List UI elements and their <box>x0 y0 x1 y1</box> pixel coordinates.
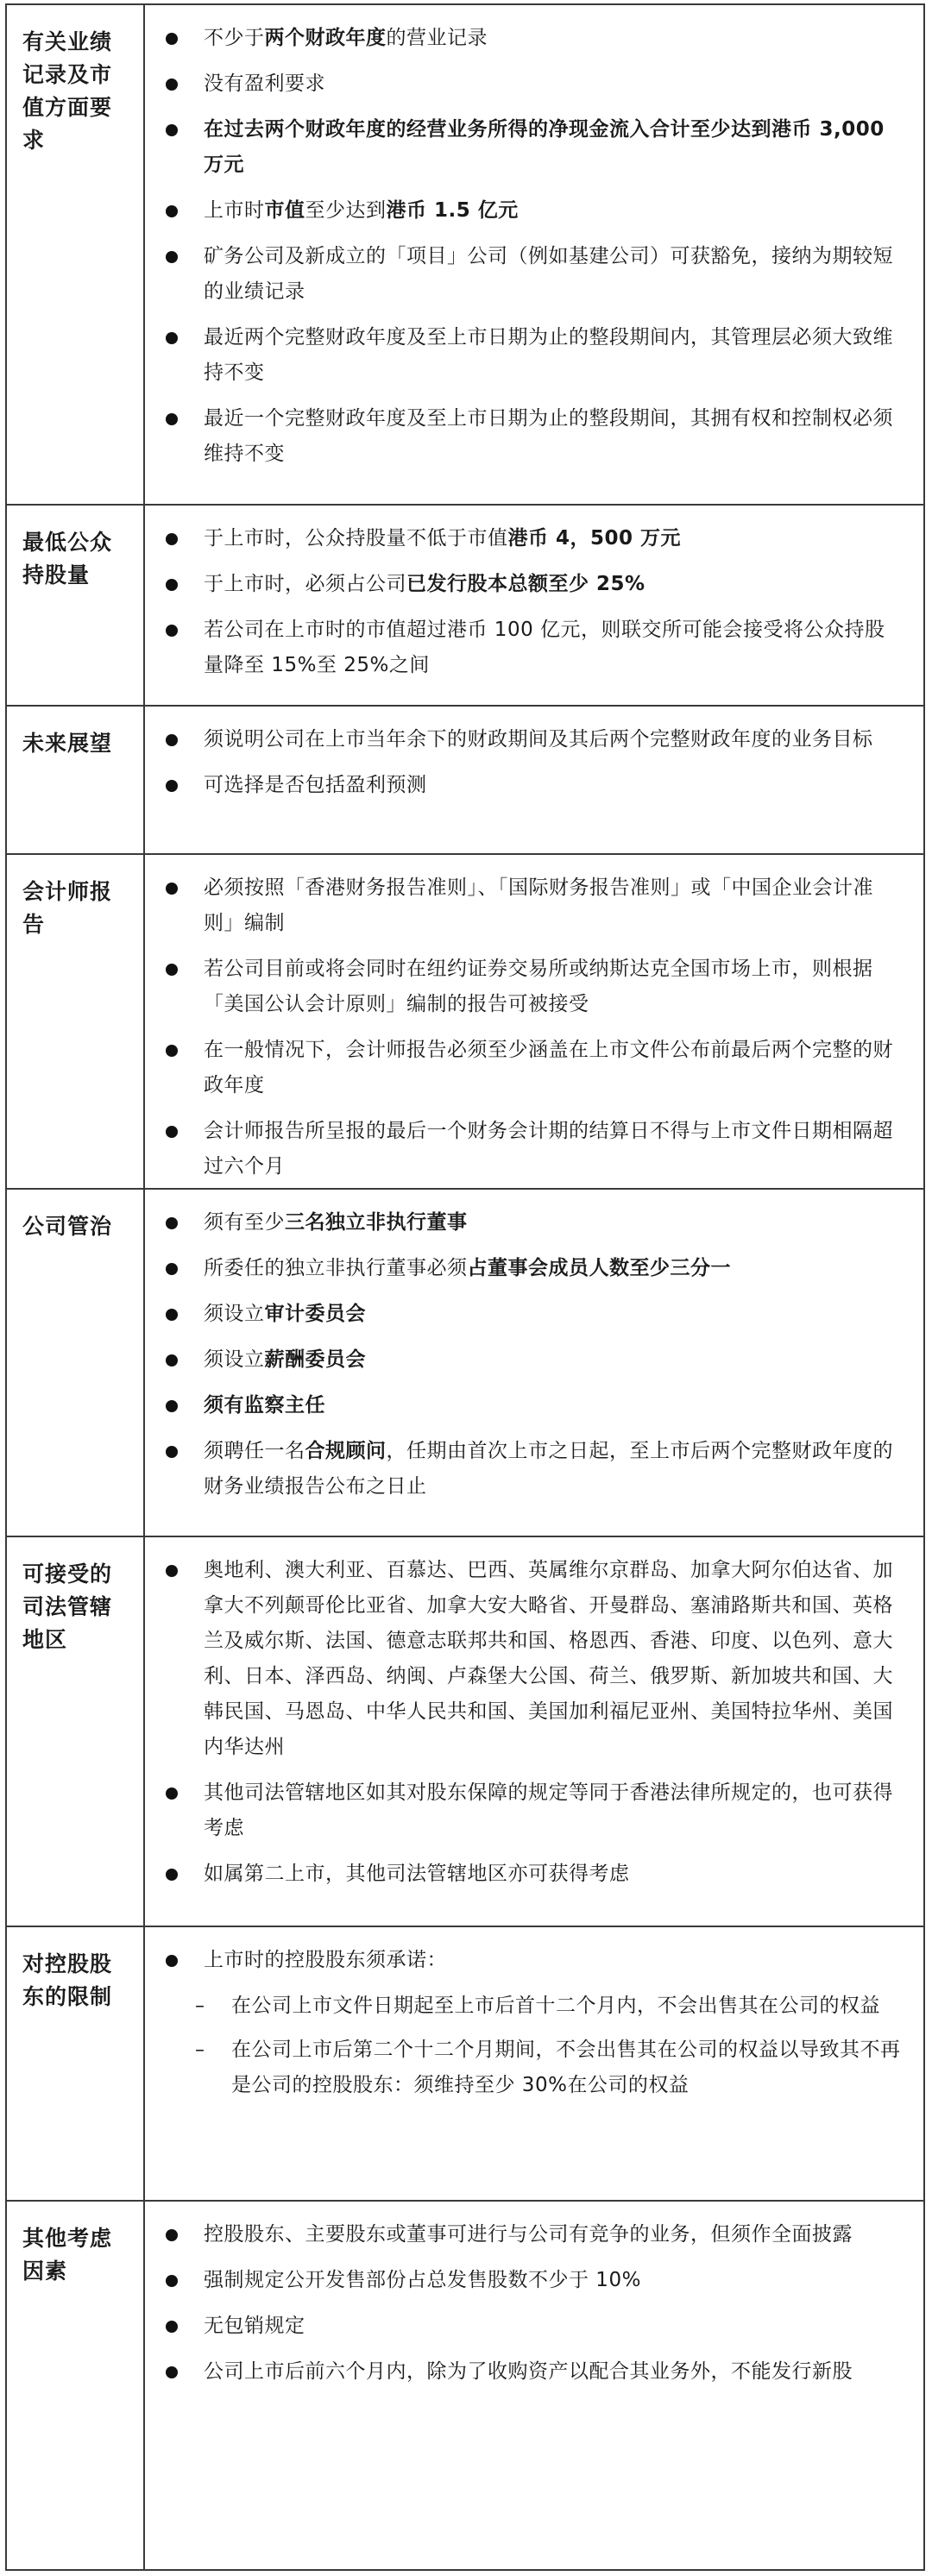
list-item <box>154 1114 901 1184</box>
text-span: 在一般情况下，会计师报告必须至少涵盖在上市文件公布前最后两个完整的财政年度 <box>204 1039 893 1096</box>
bullet-icon <box>166 883 178 895</box>
text-span: 上市时 <box>204 199 265 222</box>
list-item <box>154 1775 901 1846</box>
text-span: 最近一个完整财政年度及至上市日期为止的整段期间，其拥有权和控制权必须维持不变 <box>204 407 893 465</box>
bullet-icon <box>166 332 178 344</box>
listing-requirements-table <box>5 3 925 2571</box>
row-content <box>145 2202 923 2569</box>
text-span: 须设立 <box>204 1348 265 1371</box>
list-item <box>154 239 901 310</box>
bullet-icon <box>166 2366 178 2378</box>
bullet-icon <box>166 1565 178 1577</box>
list-item <box>154 1857 901 1892</box>
list-item-text <box>204 320 901 391</box>
bullet-icon <box>166 1354 178 1367</box>
list-item-text <box>204 1434 901 1505</box>
list-item-text <box>204 521 681 556</box>
list-item-text <box>204 613 901 683</box>
text-span: 至少达到 <box>305 199 387 222</box>
list-item <box>154 66 901 102</box>
list-item <box>154 21 901 56</box>
row-content <box>145 707 923 853</box>
bullet-icon <box>166 780 178 792</box>
row-label: 会计师报告 <box>7 855 145 1188</box>
list-item-text <box>204 2354 853 2390</box>
list-item-text <box>204 722 873 757</box>
list-item-text <box>204 1114 901 1184</box>
table-row <box>7 707 923 855</box>
list-item-text <box>204 1553 901 1765</box>
list-item <box>154 1251 901 1286</box>
row-content <box>145 506 923 705</box>
list-item <box>154 613 901 683</box>
text-span: 如属第二上市，其他司法管辖地区亦可获得考虑 <box>204 1863 630 1885</box>
text-span: 于上市时，必须占公司 <box>204 573 406 595</box>
bullet-icon <box>166 124 178 136</box>
list-item <box>154 1033 901 1103</box>
list-item-text <box>204 1342 366 1378</box>
list-item-text <box>204 21 488 56</box>
list-item-text <box>204 1251 731 1286</box>
list-item-text <box>204 1775 901 1846</box>
text-span: 可选择是否包括盈利预测 <box>204 774 427 796</box>
list-item <box>154 1388 901 1423</box>
list-item <box>154 567 901 602</box>
text-span: 须设立 <box>204 1303 265 1325</box>
list-item <box>154 722 901 757</box>
list-item-text <box>204 193 519 229</box>
emphasis-text: 占董事会成员人数至少三分一 <box>467 1257 731 1279</box>
text-span: 无包销规定 <box>204 2315 305 2337</box>
bullet-icon <box>166 1309 178 1321</box>
bullet-icon <box>166 2321 178 2333</box>
bullet-icon <box>166 964 178 976</box>
row-label: 其他考虑因素 <box>7 2202 145 2569</box>
row-label: 有关业绩记录及市值方面要求 <box>7 5 145 504</box>
emphasis-text: 市值 <box>264 199 305 222</box>
table-row <box>7 1190 923 1537</box>
list-item <box>154 1205 901 1241</box>
emphasis-text: 合规顾问 <box>305 1440 387 1462</box>
list-item <box>154 1943 901 1978</box>
table-row <box>7 506 923 707</box>
list-item-text <box>204 66 325 102</box>
row-label: 未来展望 <box>7 707 145 853</box>
text-span: 会计师报告所呈报的最后一个财务会计期的结算日不得与上市文件日期相隔超过六个月 <box>204 1120 893 1178</box>
sub-list-item-text: 在公司上市后第二个十二个月期间，不会出售其在公司的权益以导致其不再是公司的控股股东：须维持至少 30%在公司的权益 <box>231 2039 901 2096</box>
emphasis-text: 港币 4，500 万元 <box>507 527 682 550</box>
dash-marker: – <box>195 2039 205 2061</box>
list-item <box>154 1434 901 1505</box>
list-item-text <box>204 1943 447 1978</box>
row-content <box>145 1537 923 1926</box>
row-content <box>145 1190 923 1536</box>
list-item-text <box>204 1857 630 1892</box>
bullet-icon <box>166 251 178 263</box>
emphasis-text: 三名独立非执行董事 <box>285 1211 468 1234</box>
text-span: ，任期由首次上市之日起，至上市后两个完整财政年度的财务业绩报告公布之日止 <box>204 1440 893 1498</box>
list-item <box>154 952 901 1022</box>
text-span: 必须按照「香港财务报告准则」、「国际财务报告准则」或「中国企业会计准则」编制 <box>204 876 873 934</box>
bullet-icon <box>166 33 178 45</box>
emphasis-text: 两个财政年度 <box>264 27 387 49</box>
table-row <box>7 2202 923 2569</box>
list-item <box>154 1553 901 1765</box>
text-span: 须聘任一名 <box>204 1440 305 1462</box>
text-span: 若公司目前或将会同时在纽约证券交易所或纳斯达克全国市场上市，则根据「美国公认会计原则」编制的报告可被接受 <box>204 958 873 1015</box>
table-row <box>7 1537 923 1927</box>
list-item-text <box>204 112 901 183</box>
text-span: 矿务公司及新成立的「项目」公司（例如基建公司）可获豁免，接纳为期较短的业绩记录 <box>204 245 893 303</box>
list-item <box>154 2217 901 2252</box>
bullet-icon <box>166 2229 178 2241</box>
bullet-icon <box>166 1045 178 1057</box>
row-content <box>145 855 923 1188</box>
table-row <box>7 855 923 1190</box>
bullet-icon <box>166 734 178 746</box>
bullet-icon <box>166 1787 178 1800</box>
list-item <box>154 112 901 183</box>
sub-list-item-text: 在公司上市文件日期起至上市后首十二个月内，不会出售其在公司的权益 <box>231 1995 880 2017</box>
text-span: 没有盈利要求 <box>204 72 325 95</box>
text-span: 奥地利、澳大利亚、百慕达、巴西、英属维尔京群岛、加拿大阿尔伯达省、加拿大不列颠哥伦比亚省、加拿大安大略省、开曼群岛、塞浦路斯共和国、英格兰及威尔斯、法国、德意志联邦共和国、格恩西、香港、印度、以色列、意大利、日本、泽西岛、纳闽、卢森堡大公国、荷兰、俄罗斯、新加坡共和国、大韩民国、马恩岛、中华人民共和国、美国加利福尼亚州、美国特拉华州、美国内华达州 <box>204 1559 893 1758</box>
text-span: 其他司法管辖地区如其对股东保障的规定等同于香港法律所规定的，也可获得考虑 <box>204 1781 893 1839</box>
bullet-icon <box>166 1400 178 1412</box>
table-row <box>7 5 923 506</box>
list-item-text <box>204 239 901 310</box>
list-item <box>154 521 901 556</box>
text-span: 须说明公司在上市当年余下的财政期间及其后两个完整财政年度的业务目标 <box>204 728 873 751</box>
bullet-icon <box>166 2275 178 2287</box>
bullet-icon <box>166 1126 178 1138</box>
list-item-text <box>204 2217 853 2252</box>
emphasis-text: 须有监察主任 <box>204 1394 325 1417</box>
list-item <box>154 2263 901 2298</box>
list-item-text <box>204 1388 325 1423</box>
emphasis-text: 已发行股本总额至少 25% <box>406 573 645 595</box>
list-item-text <box>204 2309 305 2344</box>
bullet-icon <box>166 205 178 217</box>
list-item-text <box>204 1033 901 1103</box>
text-span: 的营业记录 <box>386 27 488 49</box>
row-label: 最低公众持股量 <box>7 506 145 705</box>
list-item-text <box>204 952 901 1022</box>
bullet-icon <box>166 533 178 545</box>
list-item-text <box>204 1297 366 1332</box>
list-item <box>154 320 901 391</box>
list-item-text <box>204 1205 468 1241</box>
bullet-icon <box>166 413 178 425</box>
text-span: 若公司在上市时的市值超过港币 100 亿元，则联交所可能会接受将公众持股量降至 15%至 25%之间 <box>204 619 885 676</box>
bullet-icon <box>166 1446 178 1458</box>
table-row <box>7 1927 923 2202</box>
dash-marker: – <box>195 1995 205 2017</box>
list-item <box>154 1297 901 1332</box>
list-item <box>154 768 901 803</box>
text-span: 须有至少 <box>204 1211 285 1234</box>
emphasis-text: 在过去两个财政年度的经营业务所得的净现金流入合计至少达到港币 3,000 万元 <box>204 118 885 176</box>
list-item-text <box>204 2263 641 2298</box>
row-label: 公司管治 <box>7 1190 145 1536</box>
text-span: 上市时的控股股东须承诺： <box>204 1949 447 1971</box>
row-label: 对控股股东的限制 <box>7 1927 145 2200</box>
row-content <box>145 5 923 504</box>
text-span: 于上市时，公众持股量不低于市值 <box>204 527 508 550</box>
list-item-text <box>204 870 901 941</box>
bullet-icon <box>166 625 178 637</box>
bullet-icon <box>166 1869 178 1881</box>
text-span: 不少于 <box>204 27 265 49</box>
text-span: 最近两个完整财政年度及至上市日期为止的整段期间内，其管理层必须大致维持不变 <box>204 326 893 384</box>
text-span: 控股股东、主要股东或董事可进行与公司有竞争的业务，但须作全面披露 <box>204 2223 853 2246</box>
list-item-text <box>204 567 645 602</box>
bullet-icon <box>166 1955 178 1967</box>
row-label: 可接受的司法管辖地区 <box>7 1537 145 1926</box>
bullet-icon <box>166 1263 178 1275</box>
sub-list-item <box>188 2033 901 2103</box>
sub-list-item <box>188 1989 901 2024</box>
emphasis-text: 港币 1.5 亿元 <box>386 199 519 222</box>
list-item <box>154 193 901 229</box>
text-span: 强制规定公开发售部份占总发售股数不少于 10% <box>204 2269 641 2291</box>
row-content <box>145 1927 923 2200</box>
list-item-text <box>204 401 901 472</box>
list-item <box>154 2354 901 2390</box>
bullet-icon <box>166 79 178 91</box>
emphasis-text: 薪酬委员会 <box>264 1348 366 1371</box>
bullet-icon <box>166 579 178 591</box>
emphasis-text: 审计委员会 <box>264 1303 366 1325</box>
list-item <box>154 1342 901 1378</box>
list-item <box>154 401 901 472</box>
list-item <box>154 2309 901 2344</box>
bullet-icon <box>166 1217 178 1229</box>
text-span: 所委任的独立非执行董事必须 <box>204 1257 468 1279</box>
text-span: 公司上市后前六个月内，除为了收购资产以配合其业务外，不能发行新股 <box>204 2360 853 2383</box>
list-item-text <box>204 768 427 803</box>
list-item <box>154 870 901 941</box>
